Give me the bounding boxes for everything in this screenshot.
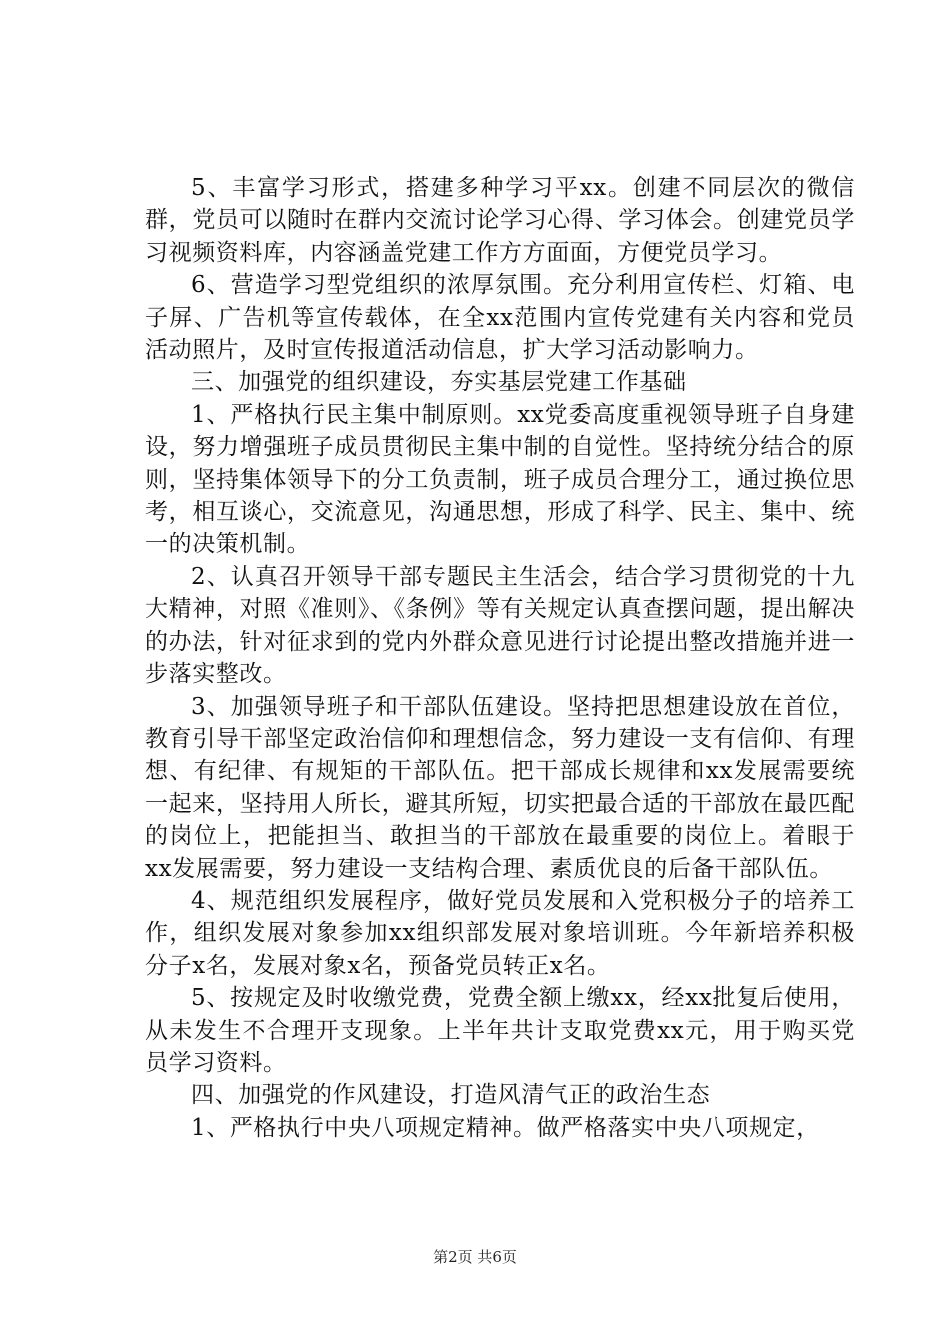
page-number-label: 第2页 共6页	[433, 1248, 517, 1266]
paragraph-cadre-team: 3、加强领导班子和干部队伍建设。坚持把思想建设放在首位，教育引导干部坚定政治信仰和理想信念，努力建设一支有信仰、有理想、有纪律、有规矩的干部队伍。把干部成长规律和xx发展需要统一起来，坚持用人所长，避其所短，切实把最合适的干部放在最匹配的岗位上，把能担当、敢担当的干部放在最重要的岗位上。着眼于xx发展需要，努力建设一支结构合理、素质优良的后备干部队伍。	[145, 693, 855, 882]
paragraph-member-development: 4、规范组织发展程序，做好党员发展和入党积极分子的培养工作，组织发展对象参加xx组织部发展对象培训班。今年新培养积极分子x名，发展对象x名，预备党员转正x名。	[145, 887, 855, 979]
paragraph-study-platform: 5、丰富学习形式，搭建多种学习平xx。创建不同层次的微信群，党员可以随时在群内交流讨论学习心得、学习体会。创建党员学习视频资料库，内容涵盖党建工作方方面面，方便党员学习。	[145, 175, 855, 266]
paragraph-democratic-centralism: 1、严格执行民主集中制原则。xx党委高度重视领导班子自身建设，努力增强班子成员贯彻民主集中制的自觉性。坚持统分结合的原则，坚持集体领导下的分工负责制，班子成员合理分工，通过换位思考，相互谈心，交流意见，沟通思想，形成了科学、民主、集中、统一的决策机制。	[145, 401, 855, 558]
document-body	[145, 172, 855, 1144]
section-heading-organization: 三、加强党的组织建设，夯实基层党建工作基础	[191, 369, 687, 396]
paragraph-party-dues: 5、按规定及时收缴党费，党费全额上缴xx，经xx批复后使用，从未发生不合理开支现象。上半年共计支取党费xx元，用于购买党员学习资料。	[145, 985, 855, 1076]
paragraph-life-meeting: 2、认真召开领导干部专题民主生活会，结合学习贯彻党的十九大精神，对照《准则》、《条例》等有关规定认真查摆问题，提出解决的办法，针对征求到的党内外群众意见进行讨论提出整改措施并进一步落实整改。	[145, 563, 855, 688]
paragraph-study-atmosphere: 6、营造学习型党组织的浓厚氛围。充分利用宣传栏、灯箱、电子屏、广告机等宣传载体，在全xx范围内宣传党建有关内容和党员活动照片，及时宣传报道活动信息，扩大学习活动影响力。	[145, 272, 855, 364]
paragraph-eight-rules: 1、严格执行中央八项规定精神。做严格落实中央八项规定，	[191, 1114, 820, 1141]
section-heading-work-style: 四、加强党的作风建设，打造风清气正的政治生态	[191, 1082, 711, 1109]
page-footer	[0, 1247, 950, 1267]
